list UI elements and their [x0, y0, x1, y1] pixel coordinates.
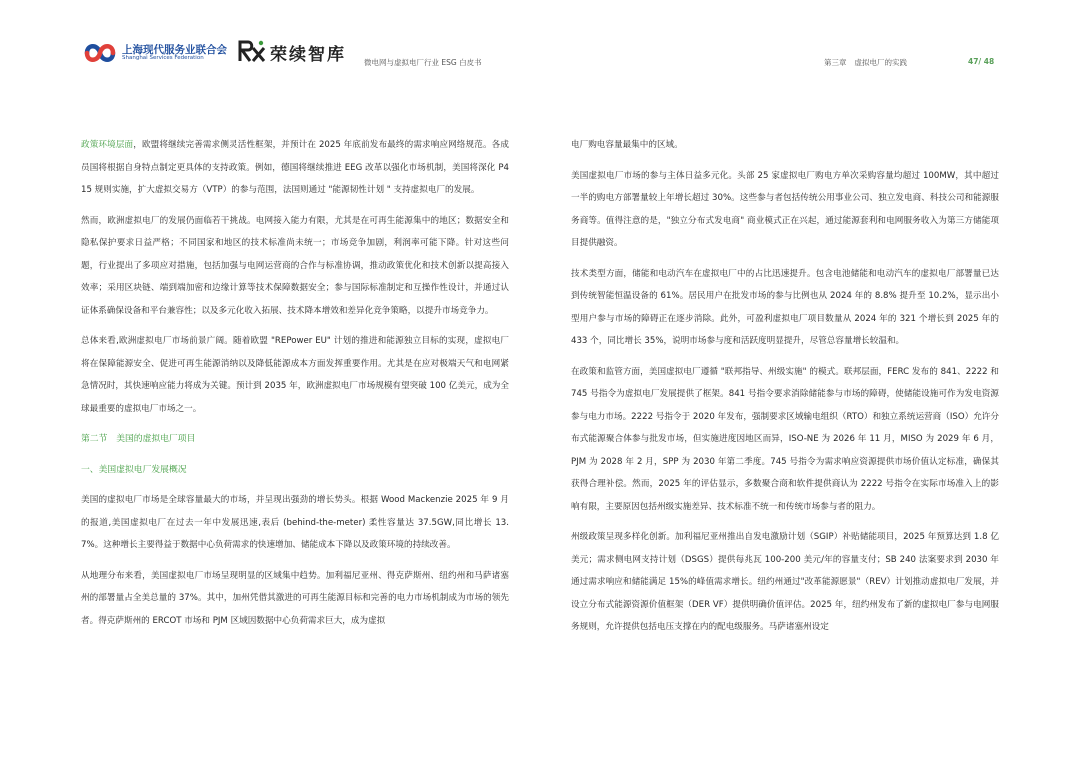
- paragraph: 从地理分布来看，美国虚拟电厂市场呈现明显的区域集中趋势。加利福尼亚州、得克萨斯州、纽约州和马萨诸塞州的部署量占全美总量的 37%。其中，加州凭借其激进的可再生能源目标和完善的电力市场机制成为市场的领先者。得克萨斯州的 ERCOT 市场和 PJM 区域因数据中心负荷需求巨大，成为虚拟: [81, 570, 509, 626]
- brand-logo: [238, 39, 358, 65]
- ssf-logo-icon: [84, 40, 116, 66]
- paragraph: 技术类型方面，储能和电动汽车在虚拟电厂中的占比迅速提升。包含电池储能和电动汽车的虚拟电厂部署量已达到传统智能恒温设备的 61%。居民用户在批发市场的参与比例也从 2024 年的 8.8% 提升至 10.2%，显示出小型用户参与市场的障碍正在逐步消除。此外，可盈利虚拟电厂项目数量从 2024 年的 321 个增长到 2025 年的 433 个，同比增长 35%，说明市场参与度和活跃度明显提升，尽管总容量增长较温和。: [571, 268, 999, 346]
- subsection-heading: 一、美国虚拟电厂发展概况: [81, 464, 187, 475]
- paragraph: 然而，欧洲虚拟电厂的发展仍面临若干挑战。电网接入能力有限，尤其是在可再生能源集中的地区；数据安全和隐私保护要求日益严格；不同国家和地区的技术标准尚未统一；市场竞争加剧，利润率可能下降。针对这些问题，行业提出了多项应对措施，包括加强与电网运营商的合作与标准协调，推动政策优化和技术创新以提高接入效率；采用区块链、端到端加密和边缘计算等技术保障数据安全；参与国际标准制定和互操作性设计，并通过认证体系确保设备和平台兼容性；以及多元化收入拓展、技术降本增效和差异化竞争策略，以提升市场竞争力。: [81, 215, 509, 316]
- document-title: 微电网与虚拟电厂行业 ESG 白皮书: [364, 58, 482, 67]
- chapter-label: [824, 57, 907, 68]
- brand-name: 荣续智库: [270, 45, 346, 65]
- right-column: [571, 134, 999, 647]
- paragraph-lead: 政策环境层面: [81, 140, 134, 150]
- page-number: 47/ 48: [968, 57, 995, 66]
- paragraph: 州级政策呈现多样化创新。加利福尼亚州推出自发电激励计划（SGIP）补贴储能项目，2025 年预算达到 1.8 亿美元；需求侧电网支持计划（DSGS）提供每兆瓦 100-200 美元/年的容量支付；SB 240 法案要求到 2030 年通过需求响应和储能满足 15%的峰值需求增长。纽约州通过"改革能源愿景"（REV）计划推动虚拟电厂发展，并设立分布式能源资源价值框架（DER VF）提供明确价值评估。2025 年，纽约州发布了新的虚拟电厂参与电网服务规则，允许提供包括电压支撑在内的配电级服务。马萨诸塞州设定: [571, 532, 999, 632]
- rx-logo-icon: [238, 39, 266, 63]
- chapter-title: 虚拟电厂的实践: [854, 58, 907, 67]
- chapter-number: 第三章: [824, 58, 847, 67]
- ssf-logo-name: 上海现代服务业联合会: [122, 44, 227, 56]
- paragraph: 总体来看,欧洲虚拟电厂市场前景广阔。随着欧盟 "REPower EU" 计划的推进和能源独立目标的实现，虚拟电厂将在保障能源安全、促进可再生能源消纳以及降低能源成本方面发挥重要作用。尤其是在应对极端天气和电网紧急情况时，其快速响应能力将成为关键。预计到 2035 年，欧洲虚拟电厂市场规模有望突破 100 亿美元，成为全球最重要的虚拟电厂市场之一。: [81, 336, 509, 414]
- paragraph: 电厂购电容量最集中的区域。: [571, 140, 683, 150]
- ssf-logo: [84, 40, 227, 68]
- paragraph: 在政策和监管方面，美国虚拟电厂遵循 "联邦指导、州级实施" 的模式。联邦层面，FERC 发布的 841、2222 和 745 号指令为虚拟电厂发展提供了框架。841 号指令要求消除储能参与市场的障碍，使储能设施可作为发电资源参与电力市场。2222 号指令于 2020 年发布，强制要求区域输电组织（RTO）和独立系统运营商（ISO）允许分布式能源聚合体参与批发市场，但实施进度因地区而异，ISO-NE 为 2026 年 11 月，MISO 为 2029 年 6 月，PJM 为 2028 年 2 月，SPP 为 2030 年第二季度。745 号指令为需求响应资源提供市场价值认定标准，确保其获得合理补偿。然而，2025 年的评估显示，多数聚合商和软件提供商认为 2222 号指令在实际市场准入上的影响有限，主要原因包括州级实施差异、技术标准不统一和传统市场参与者的阻力。: [571, 366, 999, 512]
- section-heading: 第二节 美国的虚拟电厂项目: [81, 434, 196, 444]
- left-column: [81, 134, 509, 640]
- page-header: [0, 0, 1080, 90]
- paragraph-body: ，欧盟将继续完善需求侧灵活性框架，并预计在 2025 年底前发布最终的需求响应网络规范。各成员国将根据自身特点制定更具体的支持政策。例如，德国将继续推进 EEG 改革以强化市场机制，美国将深化 P415 规则实施，扩大虚拟交易方（VTP）的参与范围，法国则通过 "能源韧性计划 " 支持虚拟电厂的发展。: [81, 140, 509, 195]
- paragraph: 美国虚拟电厂市场的参与主体日益多元化。头部 25 家虚拟电厂购电方单次采购容量均超过 100MW，其中超过一半的购电方部署量较上年增长超过 30%。这些参与者包括传统公用事业公司、独立发电商、科技公司和能源服务商等。值得注意的是，"独立分布式发电商" 商业模式正在兴起，通过能源套利和电网服务收入为第三方储能项目提供融资。: [571, 170, 999, 248]
- paragraph: [81, 134, 509, 202]
- paragraph: 美国的虚拟电厂市场是全球容量最大的市场，并呈现出强劲的增长势头。根据 Wood Mackenzie 2025 年 9 月的报道,美国虚拟电厂在过去一年中发展迅速,表后 (behind-the-meter) 柔性容量达 37.5GW,同比增长 13.7%。这种增长主要得益于数据中心负荷需求的快速增加、储能成本下降以及政策环境的持续改善。: [81, 495, 509, 550]
- ssf-logo-subtitle: Shanghai Services Federation: [122, 55, 204, 61]
